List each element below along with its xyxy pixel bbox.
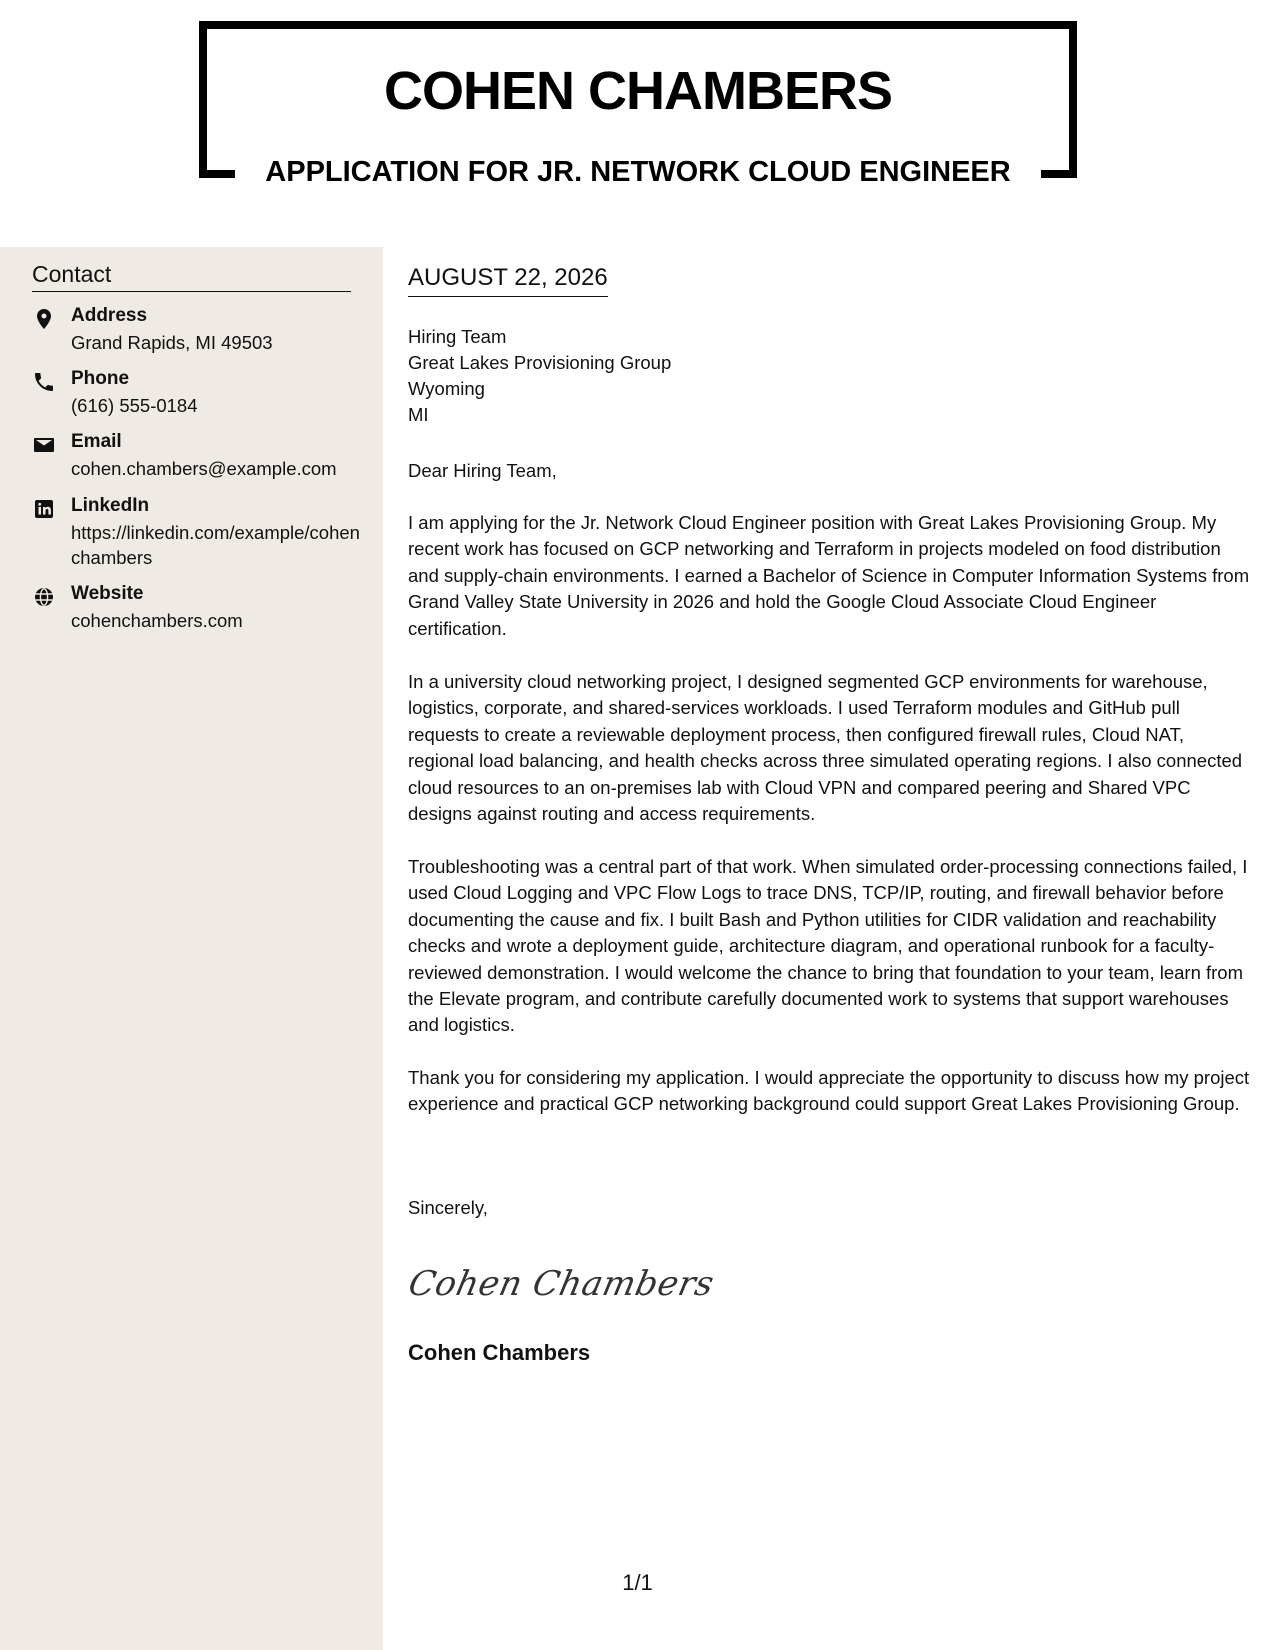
address-value: Grand Rapids, MI 49503: [71, 332, 273, 353]
letter-paragraph-project: In a university cloud networking project, I designed segmented GCP environments for warehouse, logistics, corporate, and shared-services workloads. I used Terraform modules and GitHub pull requests to create a reviewable deployment process, then configured firewall rules, Cloud NAT, regional load balancing, and health checks across three simulated operating regions. I also connected cloud resources to an on-premises lab with Cloud VPN and compared peering and Shared VPC designs against routing and access requirements.: [408, 671, 1243, 825]
contact-label: Email: [71, 431, 122, 452]
header-frame-corner-right: [1041, 170, 1077, 178]
contact-label: Phone: [71, 368, 130, 389]
map-pin-icon: [32, 307, 56, 331]
linkedin-value[interactable]: https://linkedin.com/example/cohenchambers: [71, 522, 360, 568]
contact-label: LinkedIn: [71, 495, 150, 516]
phone-icon: [32, 370, 56, 394]
letter-paragraph-closing: Thank you for considering my application. I would appreciate the opportunity to discuss how my project experience and practical GCP networking background could support Great Lakes Provisioning Group.: [408, 1067, 1250, 1115]
recipient-city: Wyoming: [408, 378, 485, 399]
globe-icon: [32, 585, 56, 609]
closing-line: Sincerely,: [408, 1197, 488, 1218]
contact-label: Address: [71, 305, 148, 326]
recipient-state: MI: [408, 404, 429, 425]
signer-name: Cohen Chambers: [408, 1340, 591, 1365]
letter-paragraph-troubleshooting: Troubleshooting was a central part of that work. When simulated order-processing connections failed, I used Cloud Logging and VPC Flow Logs to trace DNS, TCP/IP, routing, and firewall behavior before documenting the cause and fix. I built Bash and Python utilities for CIDR validation and reachability checks and wrote a deployment guide, architecture diagram, and operational runbook for a faculty-reviewed demonstration. I would welcome the chance to bring that foundation to your team, learn from the Elevate program, and contribute carefully documented work to systems that support warehouses and logistics.: [408, 856, 1248, 1036]
applicant-name-heading: COHEN CHAMBERS: [383, 61, 893, 121]
salutation: Dear Hiring Team,: [408, 460, 557, 481]
header-frame-corner-left: [199, 170, 235, 178]
page-number: 1/1: [622, 1570, 653, 1595]
email-value[interactable]: cohen.chambers@example.com: [71, 458, 337, 479]
recipient-company: Great Lakes Provisioning Group: [408, 352, 672, 373]
job-title-heading: APPLICATION FOR JR. NETWORK CLOUD ENGINEER: [250, 152, 1026, 192]
website-value[interactable]: cohenchambers.com: [71, 610, 243, 631]
contact-heading: Contact: [32, 261, 351, 292]
phone-value: (616) 555-0184: [71, 395, 198, 416]
signature-text: Cohen Chambers: [404, 1264, 718, 1304]
envelope-icon: [32, 433, 56, 457]
letter-date: AUGUST 22, 2026: [408, 264, 608, 297]
handwritten-signature: [404, 1252, 718, 1312]
letter-paragraph-intro: I am applying for the Jr. Network Cloud Engineer position with Great Lakes Provisioning Group. My recent work has focused on GCP networking and Terraform in projects modeled on food distribution and supply-chain environments. I earned a Bachelor of Science in Computer Information Systems from Grand Valley State University in 2026 and hold the Google Cloud Associate Cloud Engineer certification.: [408, 512, 1250, 639]
contact-sidebar: [0, 247, 383, 1650]
recipient-name: Hiring Team: [408, 326, 507, 347]
linkedin-icon: [32, 497, 56, 521]
recipient-block: [408, 324, 671, 428]
contact-label: Website: [71, 583, 144, 604]
